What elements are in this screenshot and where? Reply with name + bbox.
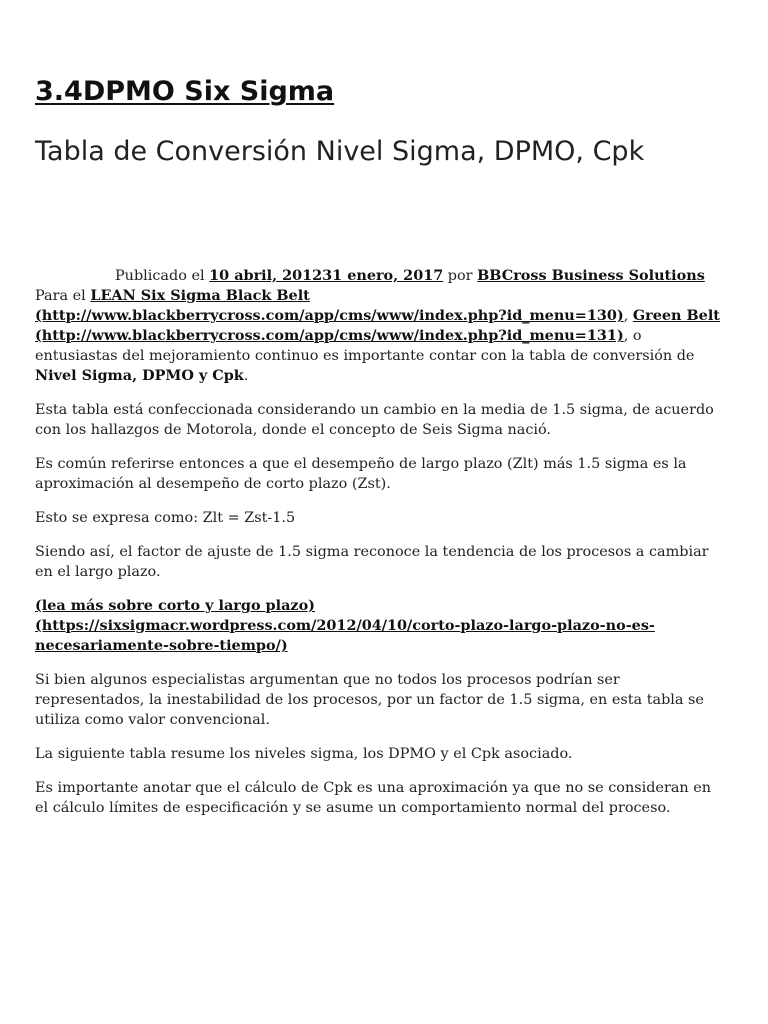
intro-text-end: . xyxy=(243,368,249,384)
read-more-link[interactable]: (lea más sobre corto y largo plazo) (https://sixsigmacr.wordpress.com/2012/04/10/corto-plazo-largo-plazo-no-es-necesariamente-sobre-tiempo/) xyxy=(35,597,655,654)
post-title: Tabla de Conversión Nivel Sigma, DPMO, Cpk xyxy=(35,136,645,167)
paragraph-cpk-note: Es importante anotar que el cálculo de Cpk es una aproximación ya que no se consideran en el cálculo límites de especificación y se asume un comportamiento normal del proceso. xyxy=(35,780,712,816)
author-link[interactable]: BBCross Business Solutions xyxy=(477,267,705,284)
post-date-link[interactable]: 10 abril, 201231 enero, 2017 xyxy=(209,267,444,284)
intro-text-middle: , o entusiastas del mejoramiento continuo es importante contar con la tabla de conversión de xyxy=(35,328,695,364)
paragraph-table-summary: La siguiente tabla resume los niveles sigma, los DPMO y el Cpk asociado. xyxy=(35,746,573,762)
green-belt-link[interactable]: Green Belt (http://www.blackberrycross.com/app/cms/www/index.php?id_menu=131) xyxy=(35,307,720,344)
paragraph-adjustment: Siendo así, el factor de ajuste de 1.5 sigma reconoce la tendencia de los procesos a cambiar en el largo plazo. xyxy=(35,544,709,580)
published-label: Publicado el xyxy=(115,268,210,284)
paragraph-read-more xyxy=(35,596,725,656)
by-label: por xyxy=(443,268,478,284)
paragraph-formula: Esto se expresa como: Zlt = Zst-1.5 xyxy=(35,510,296,526)
paragraph-specialists: Si bien algunos especialistas argumentan que no todos los procesos podrían ser representados, la inestabilidad de los procesos, por un factor de 1.5 sigma, en esta tabla se utiliza como valor convencional. xyxy=(35,672,704,728)
site-title xyxy=(35,74,334,110)
intro-separator: , xyxy=(623,308,633,324)
intro-text-start: Para el xyxy=(35,288,91,304)
black-belt-link[interactable]: LEAN Six Sigma Black Belt (http://www.blackberrycross.com/app/cms/www/index.php?id_menu=130) xyxy=(35,287,624,324)
post-content xyxy=(35,266,725,832)
post-meta xyxy=(35,266,725,286)
intro-bold-terms: Nivel Sigma, DPMO y Cpk xyxy=(35,367,244,384)
paragraph-motorola: Esta tabla está confeccionada considerando un cambio en la media de 1.5 sigma, de acuerdo con los hallazgos de Motorola, donde el concepto de Seis Sigma nació. xyxy=(35,402,714,438)
paragraph-zlt: Es común referirse entonces a que el desempeño de largo plazo (Zlt) más 1.5 sigma es la aproximación al desempeño de corto plazo (Zst). xyxy=(35,456,687,492)
site-title-link[interactable]: 3.4DPMO Six Sigma xyxy=(35,76,335,107)
intro-paragraph xyxy=(35,286,725,386)
